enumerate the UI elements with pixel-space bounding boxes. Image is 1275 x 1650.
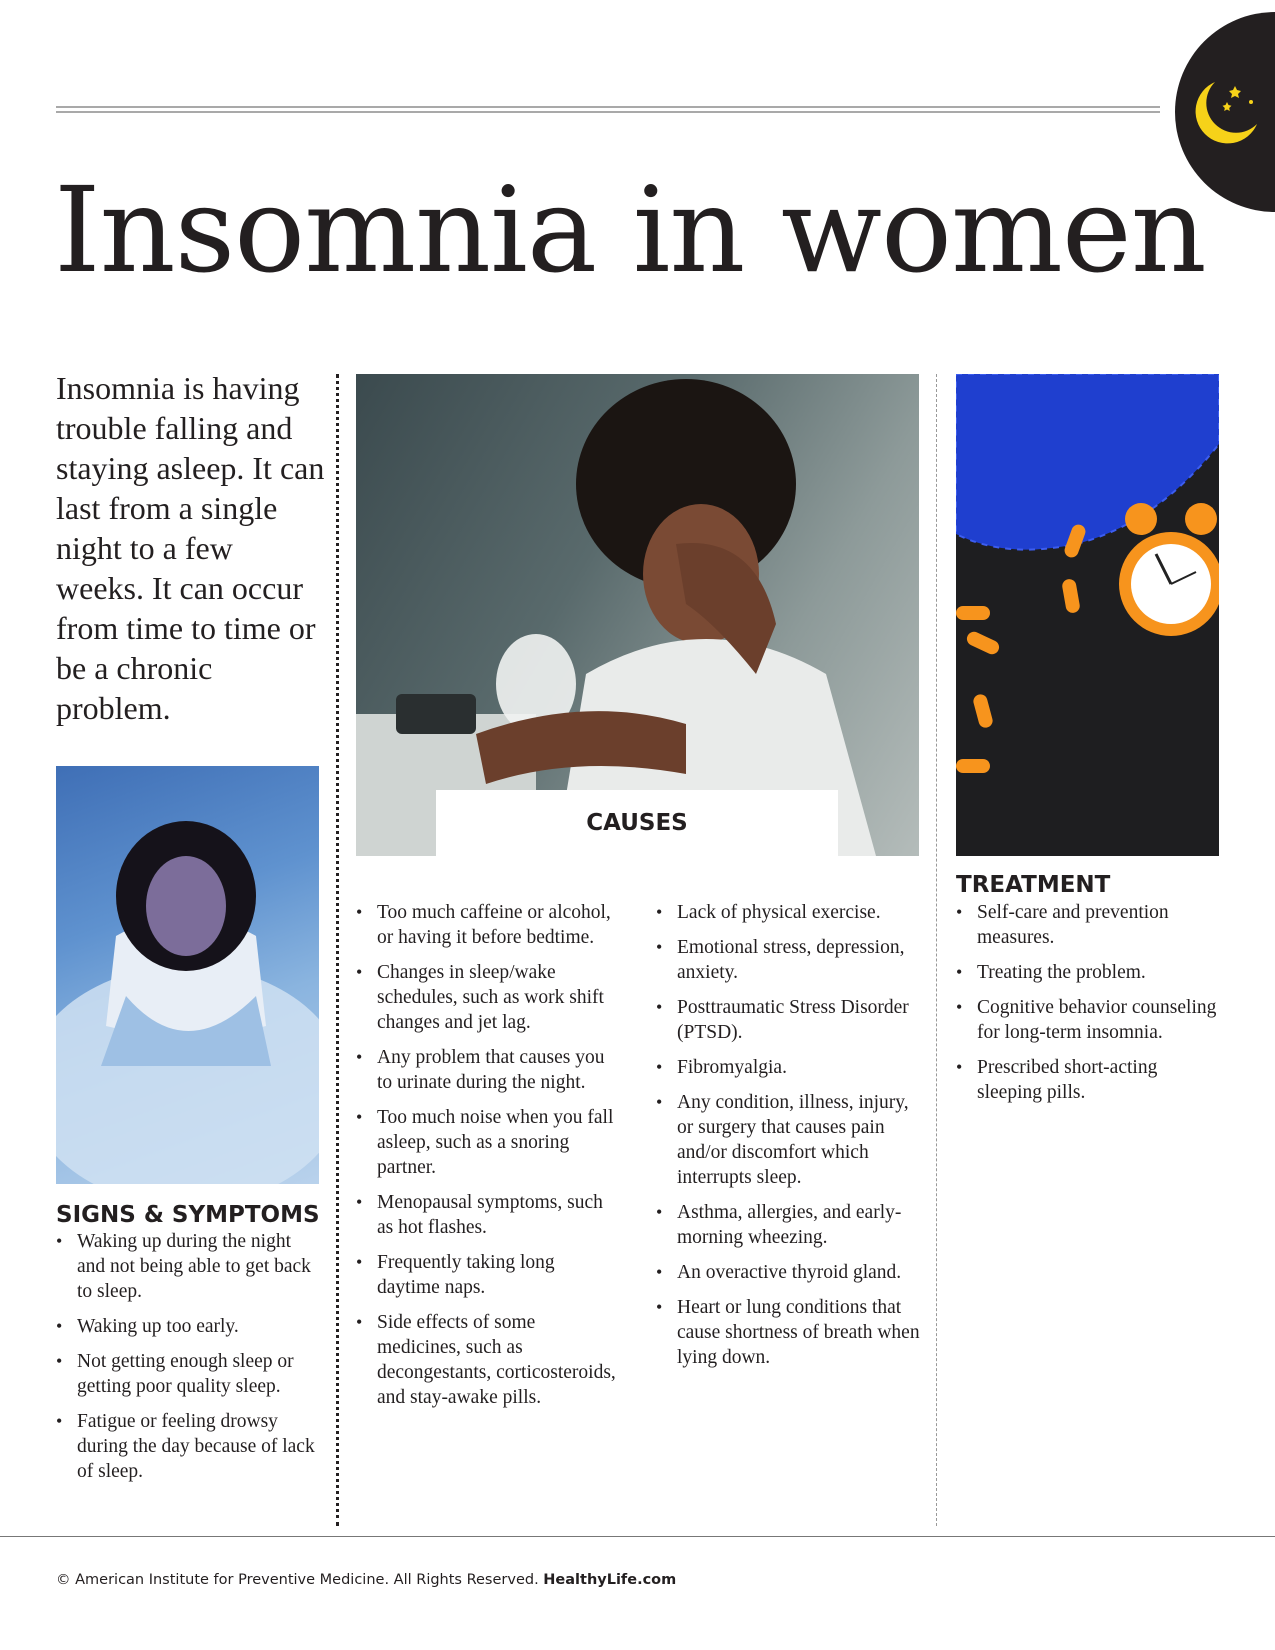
list-item: • Asthma, allergies, and early-morning wheezing. [656,1200,926,1250]
thin-divider [936,374,937,1526]
causes-heading: CAUSES [586,810,688,836]
crescent-moon-stars-icon [1183,74,1273,154]
top-rule [56,106,1160,113]
list-item: • Lack of physical exercise. [656,900,926,925]
site-link[interactable]: HealthyLife.com [543,1572,677,1588]
list-item: • Frequently taking long daytime naps. [356,1250,618,1300]
copyright-text: © American Institute for Preventive Medicine. All Rights Reserved. [56,1572,539,1588]
list-item: • Fibromyalgia. [656,1055,926,1080]
list-item: • Prescribed short-acting sleeping pills. [956,1055,1218,1105]
list-item: • Fatigue or feeling drowsy during the day because of lack of sleep. [56,1409,318,1484]
list-item: • Heart or lung conditions that cause shortness of breath when lying down. [656,1295,926,1370]
list-item: • Waking up too early. [56,1314,318,1339]
dotted-divider [336,374,339,1526]
list-item: • Posttraumatic Stress Disorder (PTSD). [656,995,926,1045]
signs-heading: SIGNS & SYMPTOMS [56,1202,320,1228]
list-item: • An overactive thyroid gland. [656,1260,926,1285]
treatment-heading: TREATMENT [956,872,1111,898]
list-item: • Too much noise when you fall asleep, such as a snoring partner. [356,1105,618,1180]
footer-rule [0,1536,1275,1537]
treatment-photo [956,374,1219,856]
treatment-list [956,900,1218,1115]
page-title: Insomnia in women [54,161,1206,299]
list-item: • Self-care and prevention measures. [956,900,1218,950]
list-item: • Emotional stress, depression, anxiety. [656,935,926,985]
list-item: • Any problem that causes you to urinate during the night. [356,1045,618,1095]
tired-woman-photo [356,374,919,856]
list-item: • Too much caffeine or alcohol, or having it before bedtime. [356,900,618,950]
list-item: • Cognitive behavior counseling for long-term insomnia. [956,995,1218,1045]
footer [56,1572,676,1588]
list-item: • Changes in sleep/wake schedules, such as work shift changes and jet lag. [356,960,618,1035]
list-item: • Waking up during the night and not being able to get back to sleep. [56,1229,318,1304]
intro-paragraph: Insomnia is having trouble falling and staying asleep. It can last from a single night to a few weeks. It can occur from time to time or be a chronic problem. [56,370,325,726]
list-item: • Any condition, illness, injury, or surgery that causes pain and/or discomfort which interrupts sleep. [656,1090,926,1190]
sleeping-woman-photo [56,766,319,1184]
list-item: • Side effects of some medicines, such as decongestants, corticosteroids, and stay-awake pills. [356,1310,618,1410]
causes-label-box [436,790,838,856]
causes-list-left [356,900,618,1420]
list-item: • Treating the problem. [956,960,1218,985]
causes-list-right [656,900,926,1380]
signs-list [56,1229,318,1494]
list-item: • Not getting enough sleep or getting poor quality sleep. [56,1349,318,1399]
list-item: • Menopausal symptoms, such as hot flashes. [356,1190,618,1240]
